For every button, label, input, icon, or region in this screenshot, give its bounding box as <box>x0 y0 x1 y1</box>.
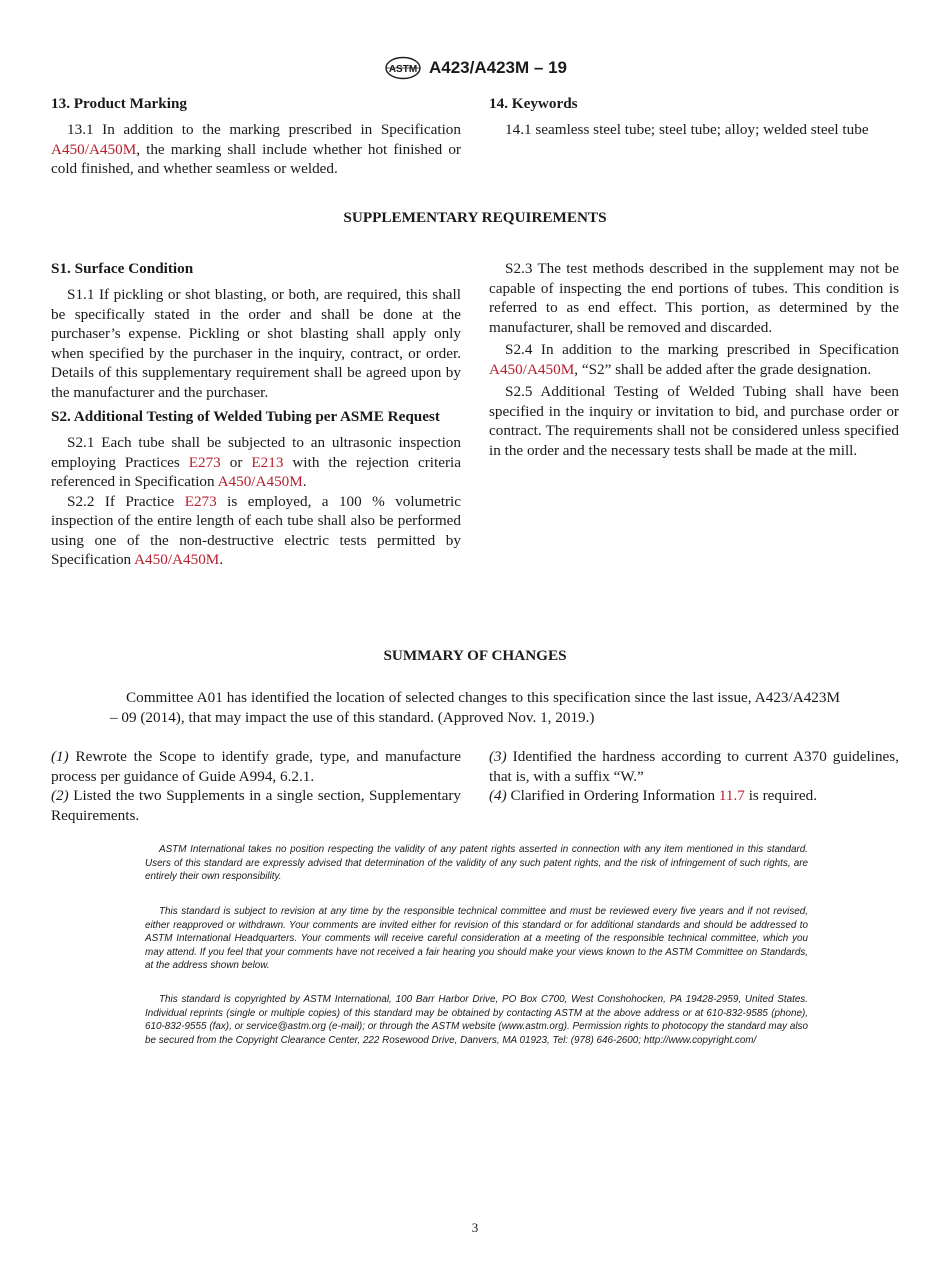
patent-notice: ASTM International takes no position respecting the validity of any patent rights asserted in connection with any item mentioned in this standard. Users of this standard are expressly advised that determination of the validity of any such patent rights, and the risk of infringement of such rights, are entirely their own responsibility. <box>145 844 808 883</box>
paragraph-s2-1: S2.1 Each tube shall be subjected to an ultrasonic inspection employing Practices E273 or E213 with the rejection criteria referenced in Specification A450/A450M. <box>51 434 461 490</box>
section-heading-s1: S1. Surface Condition <box>51 260 194 277</box>
summary-item: (4) Clarified in Ordering Information 11.7 is required. <box>489 787 818 804</box>
summary-item: (2) Listed the two Supplements in a single section, Supplementary Requirements. <box>51 787 461 824</box>
paragraph-13-1: 13.1 In addition to the marking prescribed in Specification A450/A450M, the marking shall include whether hot finished or cold finished, and whether seamless or welded. <box>51 121 461 177</box>
section-heading: 13. Product Marking <box>51 95 187 112</box>
link-11-7[interactable]: 11.7 <box>718 787 745 804</box>
paragraph-s2-3: S2.3 The test methods described in the supplement may not be capable of inspecting the end portions of tubes. This condition is referred to as end effect. This portion, as determined by the manufacturer, shall be removed and discarded. <box>489 260 899 336</box>
paragraph-s1-1: S1.1 If pickling or shot blasting, or both, are required, this shall be specifically stated in the order and shall be done at the purchaser’s expense. Pickling or shot blasting shall apply only when specified by the purchaser in the inquiry, contract, or order. Details of this supplementary requirement shall be agreed upon by the manufacturer and the purchaser. <box>51 286 461 401</box>
document-designation: A423/A423M – 19 <box>429 58 567 77</box>
paragraph-14-1: 14.1 seamless steel tube; steel tube; alloy; welded steel tube <box>505 121 869 138</box>
summary-intro: Committee A01 has identified the location of selected changes to this specification since the last issue, A423/A423M – 09 (2014), that may impact the use of this standard. (Approved Nov. 1, 2019.) <box>110 689 840 726</box>
link-a450[interactable]: A450/A450M <box>134 551 220 568</box>
link-e273[interactable]: E273 <box>184 492 217 510</box>
section-13 <box>51 94 461 179</box>
page-number: 3 <box>471 1220 479 1235</box>
supplementary-left-column <box>51 259 461 570</box>
summary-items-right <box>489 747 899 806</box>
section-14 <box>489 94 899 140</box>
revision-notice: This standard is subject to revision at any time by the responsible technical committee and must be reviewed every five years and if not revised, either reapproved or withdrawn. Your comments are invited either for revision of this standard or for additional standards and should be addressed to ASTM International Headquarters. Your comments will receive careful consideration at a meeting of the responsible technical committee, which you may attend. If you feel that your comments have not received a fair hearing you should make your views known to the ASTM Committee on Standards, at the address shown below. <box>145 906 808 972</box>
paragraph-s2-5: S2.5 Additional Testing of Welded Tubing shall have been specified in the inquiry or invitation to bid, and purchase order or contract. The requirements shall not be considered unless specified in the order and the necessary tests shall be made at the mill. <box>489 383 899 459</box>
link-a450[interactable]: A450/A450M <box>217 473 303 490</box>
supplementary-right-column <box>489 259 899 460</box>
copyright-notice: This standard is copyrighted by ASTM International, 100 Barr Harbor Drive, PO Box C700, West Conshohocken, PA 19428-2959, United States. Individual reprints (single or multiple copies) of this standard may be obtained by contacting ASTM at the above address or at 610-832-9585 (phone), 610-832-9555 (fax), or service@astm.org (e-mail); or through the ASTM website (www.astm.org). Permission rights to photocopy the standard may also be secured from the Copyright Clearance Center, 222 Rosewood Drive, Danvers, MA 01923, Tel: (978) 646-2600; http://www.copyright.com/ <box>145 994 808 1046</box>
link-a450[interactable]: A450/A450M <box>489 360 575 378</box>
link-a450[interactable]: A450/A450M <box>51 140 137 158</box>
page-header <box>0 56 950 82</box>
paragraph-s2-2: S2.2 If Practice E273 is employed, a 100 % volumetric inspection of the entire length of each tube shall also be performed using one of the non-destructive electric tests permitted by Specification A450/A450M. <box>51 492 461 568</box>
astm-logo-icon <box>383 56 423 80</box>
link-e273[interactable]: E273 <box>188 453 221 471</box>
summary-title: SUMMARY OF CHANGES <box>383 647 567 664</box>
logo-text: ASTM <box>388 64 418 75</box>
section-heading-s2: S2. Additional Testing of Welded Tubing per ASME Request <box>51 408 440 425</box>
link-e213[interactable]: E213 <box>251 453 284 471</box>
section-heading: 14. Keywords <box>489 95 578 112</box>
supplementary-title: SUPPLEMENTARY REQUIREMENTS <box>343 209 607 226</box>
summary-item: (1) Rewrote the Scope to identify grade, type, and manufacture process per guidance of Guide A994, 6.2.1. <box>51 748 461 785</box>
summary-item: (3) Identified the hardness according to current A370 guidelines, that is, with a suffix “W.” <box>489 748 899 785</box>
summary-items-left <box>51 747 461 825</box>
paragraph-s2-4: S2.4 In addition to the marking prescribed in Specification A450/A450M, “S2” shall be added after the grade designation. <box>489 341 899 378</box>
